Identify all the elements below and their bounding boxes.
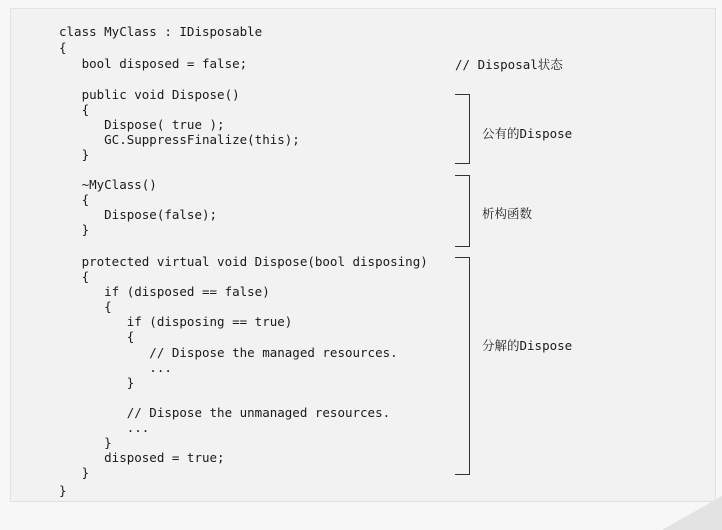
code-line: public void Dispose()	[59, 87, 240, 102]
page-corner-shading	[662, 496, 722, 530]
code-line: }	[59, 465, 90, 480]
code-line: class MyClass : IDisposable	[59, 24, 263, 39]
code-line: Dispose( true );	[59, 117, 225, 132]
code-listing	[10, 8, 716, 502]
code-line: }	[59, 435, 112, 450]
code-line: }	[59, 147, 90, 162]
code-line: // Dispose the managed resources.	[59, 345, 398, 360]
code-line: if (disposing == true)	[59, 314, 293, 329]
code-line: GC.SuppressFinalize(this);	[59, 132, 300, 147]
bracket-destructor	[455, 175, 470, 247]
annotation-destructor: 析构函数	[482, 206, 533, 221]
code-line: bool disposed = false;	[59, 56, 248, 71]
code-line: if (disposed == false)	[59, 284, 270, 299]
code-line: }	[59, 483, 67, 498]
code-line: ...	[59, 360, 172, 375]
code-line: Dispose(false);	[59, 207, 218, 222]
bracket-public-dispose	[455, 94, 470, 164]
code-line: {	[59, 299, 112, 314]
code-line: {	[59, 329, 135, 344]
code-line: {	[59, 192, 90, 207]
annotation-public-dispose: 公有的Dispose	[482, 126, 573, 141]
code-line: {	[59, 102, 90, 117]
annotation-disposal-state: // Disposal状态	[455, 57, 563, 72]
annotation-decomposed-dispose: 分解的Dispose	[482, 338, 573, 353]
code-line: {	[59, 269, 90, 284]
code-line: }	[59, 222, 90, 237]
code-line: disposed = true;	[59, 450, 225, 465]
code-line: ~MyClass()	[59, 177, 157, 192]
code-line: {	[59, 40, 67, 55]
code-line: ...	[59, 420, 150, 435]
code-line: protected virtual void Dispose(bool disposing)	[59, 254, 428, 269]
bracket-decomposed-dispose	[455, 257, 470, 475]
code-line: // Dispose the unmanaged resources.	[59, 405, 391, 420]
code-line: }	[59, 375, 135, 390]
